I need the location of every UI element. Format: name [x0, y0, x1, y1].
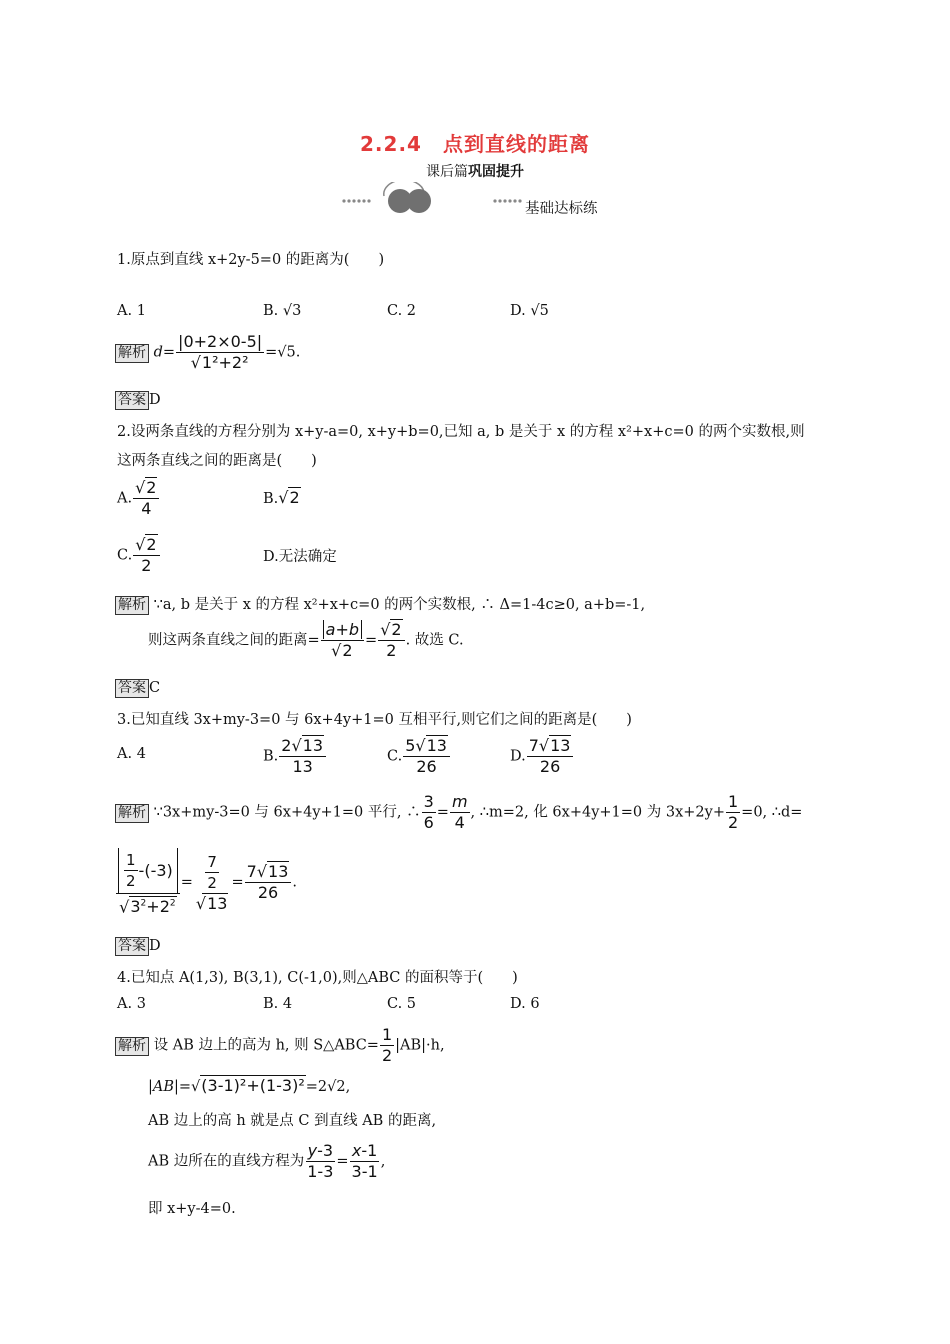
page-subtitle: [0, 161, 950, 181]
q4-line1-prefix: 设 AB 边上的高为 h, 则 S△ABC=: [153, 1037, 379, 1054]
q4-analysis-line2: |AB|=√(3-1)²+(1-3)²=2√2,: [148, 1076, 351, 1095]
q4-line2-radicand: (3-1)²+(1-3)²: [201, 1076, 305, 1095]
answer-tag: 答案: [115, 391, 149, 410]
q2-option-a-label: A.: [117, 490, 133, 507]
q3-answer-value: D: [149, 938, 161, 954]
q2-option-c-label: C.: [117, 547, 133, 564]
q4-option-b: B. 4: [263, 996, 293, 1012]
answer-tag: 答案: [115, 679, 149, 698]
q1-analysis: [115, 332, 300, 373]
q4-line4-suffix: ,: [380, 1153, 386, 1170]
q2-option-b: B.√2: [263, 488, 300, 507]
analysis-tag: 解析: [115, 1037, 149, 1056]
q2-stem-line1: 2.设两条直线的方程分别为 x+y-a=0, x+y+b=0,已知 a, b 是关于 x 的方程 x²+x+c=0 的两个实数根,则: [117, 424, 805, 440]
q3-option-b-label: B.: [263, 748, 279, 765]
q4-analysis-line3: AB 边上的高 h 就是点 C 到直线 AB 的距离,: [148, 1113, 437, 1129]
q3-analysis-line2: $\frac{1}{2}$ -(-3) $√3^2+2^2$ = $\frac{\frac{7}{2}}{√13}$ = $\frac{7√13}{26}$ .: [115, 848, 297, 917]
q4-analysis-line4: AB 边所在的直线方程为 $\frac{y-3}{1-3}$ = $\frac{x-1}{3-1}$ ,: [148, 1141, 386, 1181]
q4-stem: 4.已知点 A(1,3), B(3,1), C(-1,0),则△ABC 的面积等于( ): [117, 970, 518, 986]
q2-analysis-text1: ∵a, b 是关于 x 的方程 x²+x+c=0 的两个实数根, ∴ Δ=1-4c≥0, a+b=-1,: [153, 597, 646, 613]
q1-answer-value: D: [149, 392, 161, 408]
q2-option-c: C. $\frac{√2}{2}$: [117, 535, 161, 576]
q3-option-a: A. 4: [117, 746, 146, 762]
q1-analysis-suffix: =√5.: [265, 344, 301, 361]
analysis-tag: 解析: [115, 344, 149, 363]
q2-answer-value: C: [149, 680, 161, 696]
q1-option-a: A. 1: [117, 303, 146, 319]
q1-option-b: B. √3: [263, 303, 302, 319]
q4-line2-prefix: |AB|=: [148, 1079, 192, 1095]
q2-analysis-line2: 则这两条直线之间的距离= $\frac{a+b}{√2}$ = $\frac{√2}{2}$ . 故选 C.: [148, 620, 464, 660]
q1-option-c: C. 2: [387, 303, 417, 319]
q1-stem: 1.原点到直线 x+2y-5=0 的距离为( ): [117, 252, 385, 268]
q2-analysis-prefix: 则这两条直线之间的距离=: [148, 632, 320, 649]
q3-analysis-part1: ∵3x+my-3=0 与 6x+4y+1=0 平行, ∴: [153, 804, 421, 821]
q1-answer: [115, 391, 161, 410]
q1-analysis-fraction: $\frac{|0+2\times 0-5|}{\text{√1²+2²}}$: [178, 332, 263, 372]
q2-option-d: D.无法确定: [263, 549, 337, 565]
q4-line2-suffix: =2√2,: [305, 1079, 351, 1095]
q1-option-d: D. √5: [510, 303, 549, 319]
q4-line4-prefix: AB 边所在的直线方程为: [148, 1153, 305, 1170]
q4-analysis-line5: 即 x+y-4=0.: [148, 1201, 236, 1217]
q1-fraction-denominator: 1²+2²: [201, 353, 249, 372]
q3-option-b: B. $\frac{2√13}{13}$: [263, 736, 327, 777]
q1-fraction-numerator: |0+2×0-5|: [178, 332, 263, 351]
q4-option-c: C. 5: [387, 996, 417, 1012]
page-title: 2.2.4 点到直线的距离: [360, 132, 590, 156]
q3-option-d-label: D.: [510, 748, 526, 765]
analysis-tag: 解析: [115, 804, 149, 823]
analysis-tag: 解析: [115, 596, 149, 615]
section-label: 基础达标练: [525, 201, 598, 217]
subtitle-bold: 巩固提升: [468, 164, 524, 180]
q1-analysis-prefix: d=: [153, 344, 176, 361]
q4-analysis-line1: 解析 设 AB 边上的高为 h, 则 S△ABC= $\frac{1}{2}$ |AB|·h,: [115, 1025, 445, 1066]
q3-option-c-label: C.: [387, 748, 403, 765]
q3-option-d: D. $\frac{7√13}{26}$: [510, 736, 574, 777]
q2-analysis-suffix: . 故选 C.: [405, 632, 464, 649]
q3-analysis-part2: , ∴m=2, 化 6x+4y+1=0 为 3x+2y+: [470, 804, 725, 821]
q2-option-b-label: B.: [263, 491, 279, 507]
q2-answer: [115, 679, 160, 698]
q3-analysis-part3: =0, ∴d=: [741, 804, 803, 821]
subtitle-prefix: 课后篇: [426, 164, 468, 180]
answer-tag: 答案: [115, 937, 149, 956]
q2-stem-line2: 这两条直线之间的距离是( ): [117, 453, 317, 469]
q3-answer: [115, 937, 161, 956]
q2-analysis-line1: [115, 593, 645, 615]
q3-option-c: C. $\frac{5√13}{26}$: [387, 736, 451, 777]
q3-analysis-line1: 解析 ∵3x+my-3=0 与 6x+4y+1=0 平行, ∴ $\frac{3}{6}$ = $\frac{m}{4}$ , ∴m=2, 化 6x+4y+1=0 为 3x+2y+ $\frac{1}{2}$ =0, ∴d=: [115, 792, 802, 833]
q2-option-a: A. $\frac{√2}{4}$: [117, 478, 160, 519]
q4-option-d: D. 6: [510, 996, 540, 1012]
q4-line1-suffix: |AB|·h,: [395, 1037, 445, 1054]
q4-option-a: A. 3: [117, 996, 146, 1012]
q3-stem: 3.已知直线 3x+my-3=0 与 6x+4y+1=0 互相平行,则它们之间的距离是( ): [117, 712, 632, 728]
